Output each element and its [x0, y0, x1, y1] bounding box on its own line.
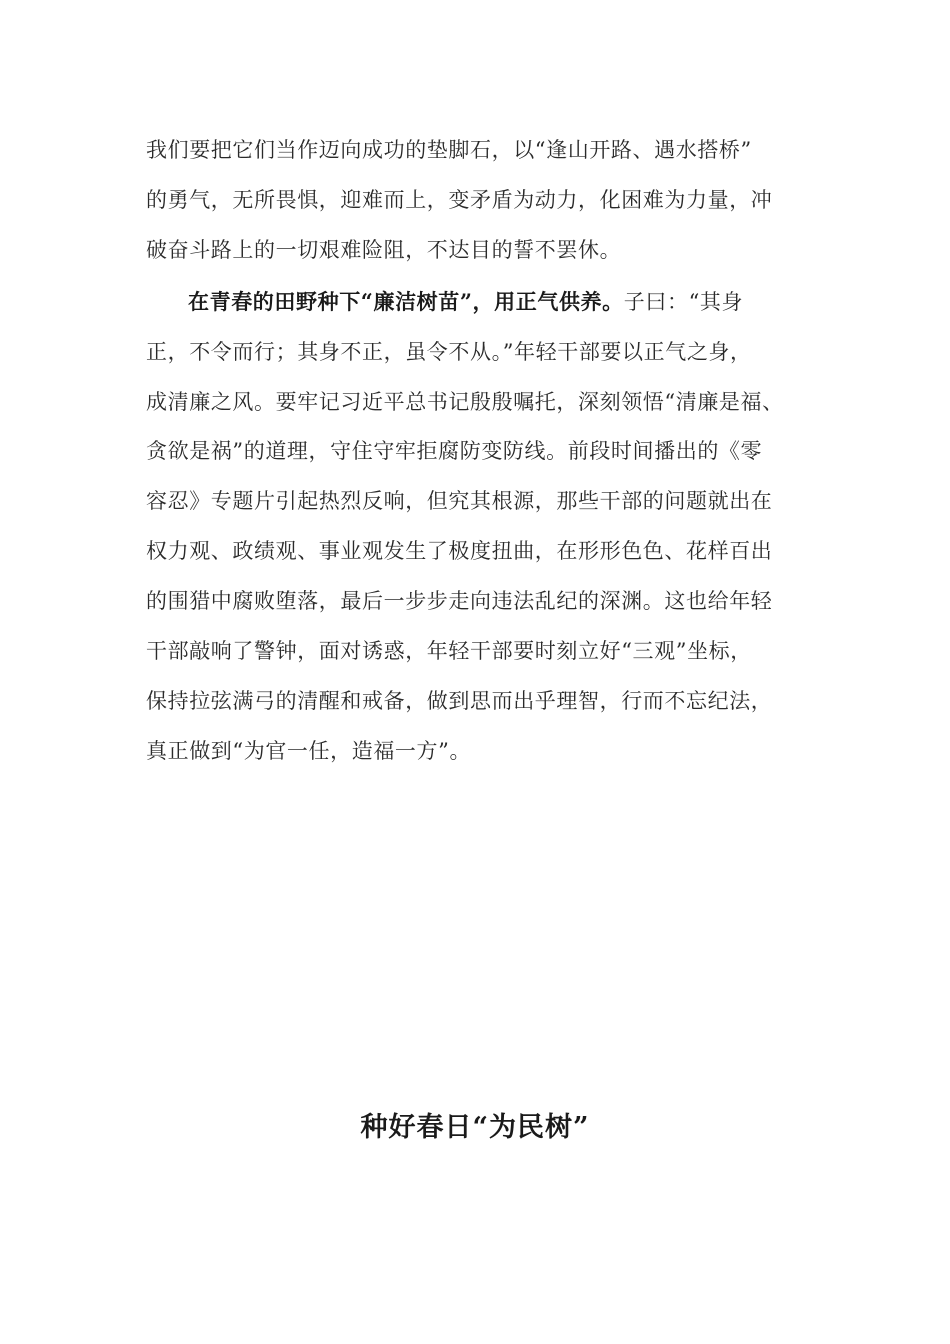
paragraph1-line-3: 破奋斗路上的一切艰难险阻，不达目的誓不罢休。 [146, 238, 622, 262]
paragraph2-lead-heading: 在青春的田野种下“廉洁树苗”，用正气供养。 [188, 289, 624, 314]
paragraph2-line-5: 容忍》专题片引起热烈反响，但究其根源，那些干部的问题就出在 [146, 489, 773, 513]
paragraph2-lead-text: 子曰：“其身 [623, 290, 744, 314]
paragraph1-line-1: 我们要把它们当作迈向成功的垫脚石，以“逢山开路、遇水搭桥” [146, 138, 752, 162]
paragraph2-line-2: 正，不令而行；其身不正，虽令不从。”年轻干部要以正气之身， [146, 340, 752, 364]
paragraph2-first-line [188, 288, 828, 316]
paragraph2-line-7: 的围猎中腐败堕落，最后一步步走向违法乱纪的深渊。这也给年轻 [146, 589, 773, 613]
paragraph2-line-8: 干部敲响了警钟，面对诱惑，年轻干部要时刻立好“三观”坐标， [146, 639, 752, 663]
paragraph2-line-10: 真正做到“为官一任，造福一方”。 [146, 739, 472, 763]
paragraph2-line-3: 成清廉之风。要牢记习近平总书记殷殷嘱托，深刻领悟“清廉是福、 [146, 390, 784, 414]
section-title: 种好春日“为民树” [360, 1112, 590, 1143]
paragraph2-line-9: 保持拉弦满弓的清醒和戒备，做到思而出乎理智，行而不忘纪法， [146, 689, 773, 713]
paragraph1-line-2: 的勇气，无所畏惧，迎难而上，变矛盾为动力，化困难为力量，冲 [146, 188, 773, 212]
paragraph2-line-6: 权力观、政绩观、事业观发生了极度扭曲，在形形色色、花样百出 [146, 539, 773, 563]
paragraph2-line-4: 贪欲是祸”的道理，守住守牢拒腐防变防线。前段时间播出的《零 [146, 439, 763, 463]
